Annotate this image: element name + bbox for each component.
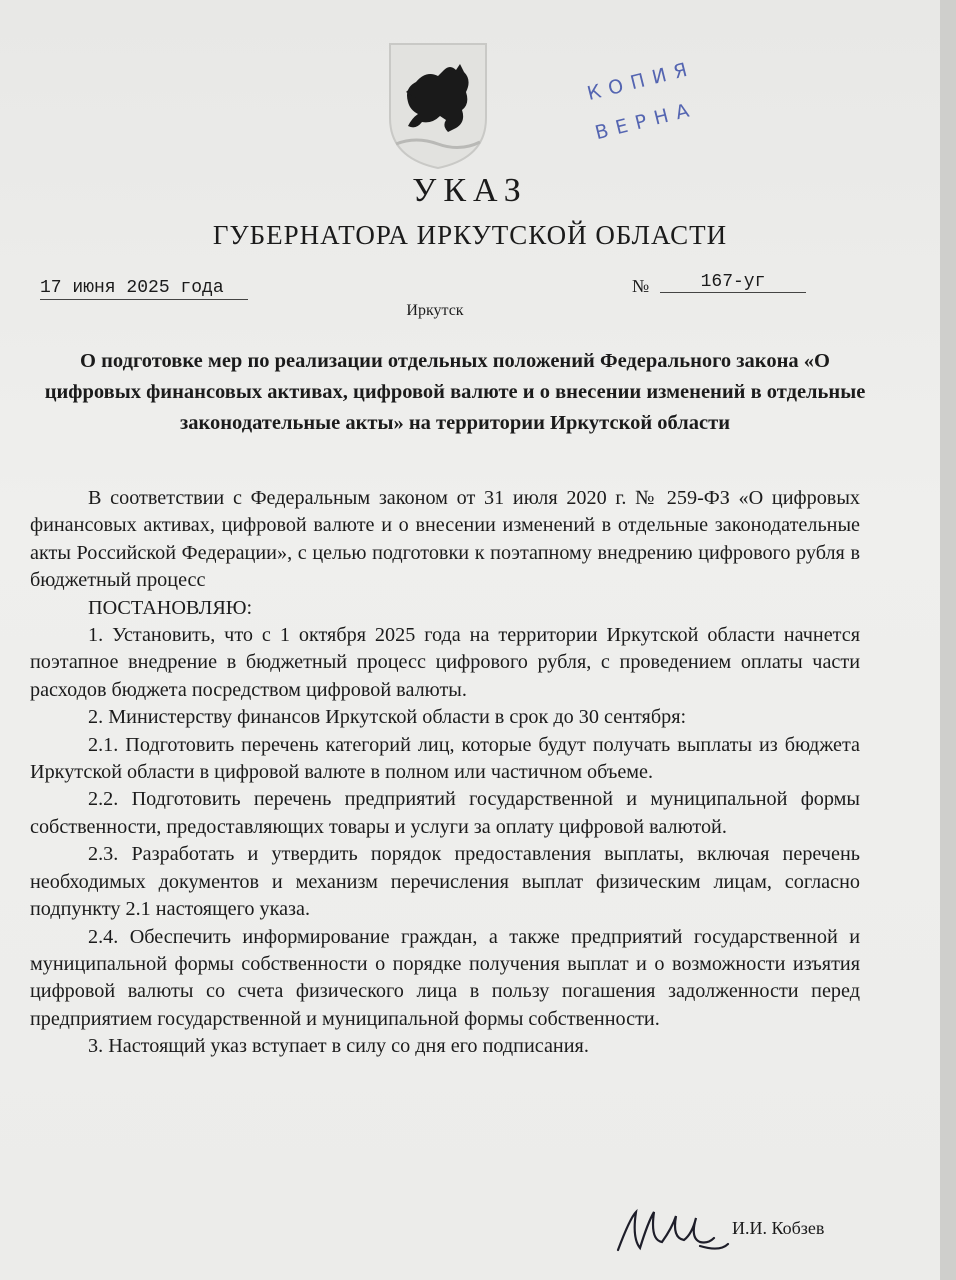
signer-name: И.И. Кобзев [732, 1218, 825, 1238]
document-date: 17 июня 2025 года [40, 278, 248, 300]
item-paragraph: 2.2. Подготовить перечень предприятий государственной и муниципальной формы собственности, предоставляющих товары и услуги за оплату цифровой валютой. [30, 788, 860, 838]
item-paragraph: 2.3. Разработать и утвердить порядок предоставления выплаты, включая перечень необходимых документов и механизм перечисления выплат физическим лицам, согласно подпункту 2.1 настоящего указа. [30, 843, 860, 921]
document-number: 167-уг [660, 272, 806, 293]
item-paragraph: 2.1. Подготовить перечень категорий лиц, которые будут получать выплаты из бюджета Иркутской области в цифровой валюте в полном или частичном объеме. [30, 733, 860, 784]
document-subtitle: ГУБЕРНАТОРА ИРКУТСКОЙ ОБЛАСТИ [212, 220, 728, 250]
item-paragraph: 1. Установить, что с 1 октября 2025 года на территории Иркутской области начнется поэтапное внедрение в бюджетный процесс цифрового рубля, с проведением оплаты части расходов бюджета посредством цифровой валюты. [30, 624, 860, 701]
number-label: № [632, 276, 650, 296]
background-edge [940, 0, 956, 1280]
document-heading: О подготовке мер по реализации отдельных положений Федерального закона «О цифровых финансовых активах, цифровой валюте и о внесении изменений в отдельные законодательные акты» на территории Иркутской области [44, 350, 866, 434]
preamble-paragraph: В соответствии с Федеральным законом от 31 июля 2020 г. № 259-ФЗ «О цифровых финансовых активах, цифровой валюте и о внесении изменений в отдельные законодательные акты Российской Федерации», с целью подготовки к поэтапному внедрению цифрового рубля в бюджетный процесс [30, 487, 860, 592]
document-city: Иркутск [406, 302, 464, 319]
stamp-line-1: КОПИЯ [584, 57, 698, 105]
document-body [30, 485, 860, 1061]
stamp-line-2: ВЕРНА [592, 97, 699, 145]
copy-certified-stamp [580, 58, 720, 158]
document-title: УКАЗ [412, 172, 528, 209]
item-paragraph: 2.4. Обеспечить информирование граждан, а также предприятий государственной и муниципальной формы собственности о порядке получения выплат и о возможности изъятия цифровой валюты со счета физического лица в пользу погашения задолженности перед предприятием государственной и муниципальной формы собственности. [30, 925, 860, 1030]
irkutsk-coat-of-arms-icon [386, 40, 490, 170]
item-paragraph: 3. Настоящий указ вступает в силу со дня его подписания. [88, 1035, 589, 1058]
item-paragraph: 2. Министерству финансов Иркутской области в срок до 30 сентября: [88, 706, 687, 729]
resolve-paragraph: ПОСТАНОВЛЯЮ: [88, 596, 253, 619]
